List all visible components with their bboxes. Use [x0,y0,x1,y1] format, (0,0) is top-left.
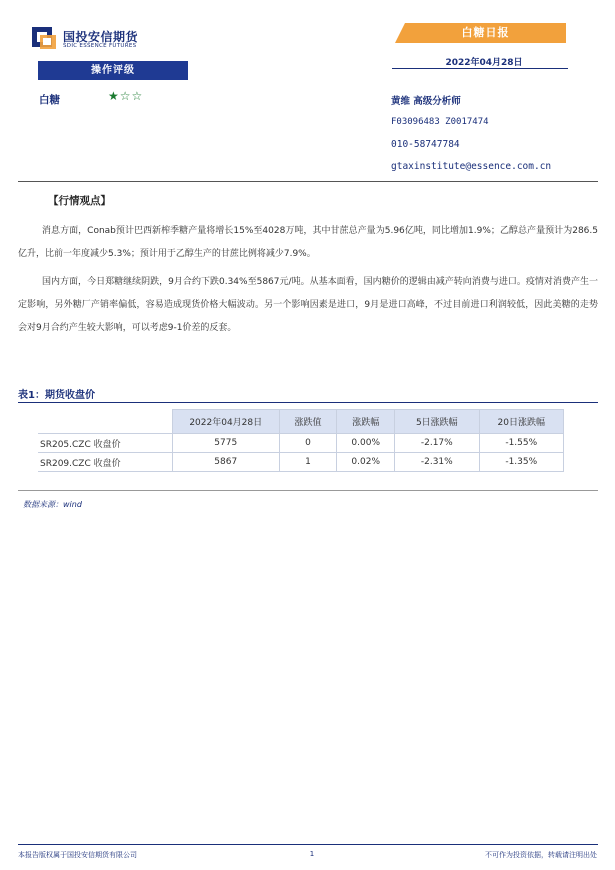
paragraph-domestic: 国内方面，今日郑糖继续阴跌，9月合约下跌0.34%至5867元/吨。从基本面看，国内糖价的逻辑由减产转向消费与进口。疫情对消费产生一定影响，另外糖厂产销率偏低，容易造成现货价格大幅波动。另一个影响因素是进口，9月是进口高峰，不过目前进口利润较低，因此美糖的走势会对9月合约产生较大影响，可以考虑9-1价差的反套。 [18,277,598,333]
table-cell-name: SR205.CZC 收盘价 [38,434,172,453]
table-cell: -1.55% [479,434,563,453]
table-header: 涨跌幅 [337,410,395,434]
footer-disclaimer: 不可作为投资依据，转载请注明出处 [485,851,597,859]
analyst-email[interactable]: gtaxinstitute@essence.com.cn [391,161,552,172]
table-title: 表1：期货收盘价 [18,390,95,401]
logo-mark-icon [32,27,58,51]
rating-stars-icon: ★☆☆ [108,89,144,103]
section-divider [18,181,598,182]
table-header-row [38,410,564,434]
page-number: 1 [309,850,315,858]
rating-label-bar: 操作评级 [38,61,188,80]
table-cell: 5867 [172,453,279,472]
table-row [38,453,564,472]
logo-text-en: SDIC ESSENCE FUTURES [63,43,137,49]
footer-copyright: 本报告版权属于国投安信期货有限公司 [18,851,137,859]
table-cell: 0.00% [337,434,395,453]
table-cell: -2.31% [395,453,479,472]
table-cell: 1 [279,453,337,472]
futures-close-table [38,409,564,472]
table-row [38,434,564,453]
table-header-blank [38,410,172,434]
report-type-tag: 白糖日报 [405,23,566,43]
data-source-note: 数据来源：wind [23,500,82,509]
table-cell: 5775 [172,434,279,453]
table-header: 5日涨跌幅 [395,410,479,434]
report-date: 2022年04月28日 [445,58,523,68]
analyst-phone: 010-58747784 [391,139,460,150]
company-logo [32,27,182,53]
table-cell: -2.17% [395,434,479,453]
table-header: 20日涨跌幅 [479,410,563,434]
footer-rule [18,844,598,845]
commodity-name: 白糖 [39,94,60,106]
analyst-certification: F03096483 Z0017474 [391,117,489,127]
table-cell: 0.02% [337,453,395,472]
paragraph-news: 消息方面，Conab预计巴西新榨季糖产量将增长15%至4028万吨，其中甘蔗总产量为5.96亿吨，同比增加1.9%；乙醇总产量预计为286.5亿升，比前一年度减少5.3%；预计用于乙醇生产的甘蔗比例将减少7.9%。 [18,226,598,259]
table-cell: 0 [279,434,337,453]
table-cell-name: SR209.CZC 收盘价 [38,453,172,472]
table-header: 2022年04月28日 [172,410,279,434]
analyst-name: 黄维 高级分析师 [391,96,461,107]
table-header: 涨跌值 [279,410,337,434]
table-top-rule [18,402,598,403]
table-cell: -1.35% [479,453,563,472]
header-rule [392,68,568,69]
table-bottom-rule [18,490,598,491]
logo-text-cn: 国投安信期货 [63,30,139,44]
section-title: 【行情观点】 [48,195,111,207]
